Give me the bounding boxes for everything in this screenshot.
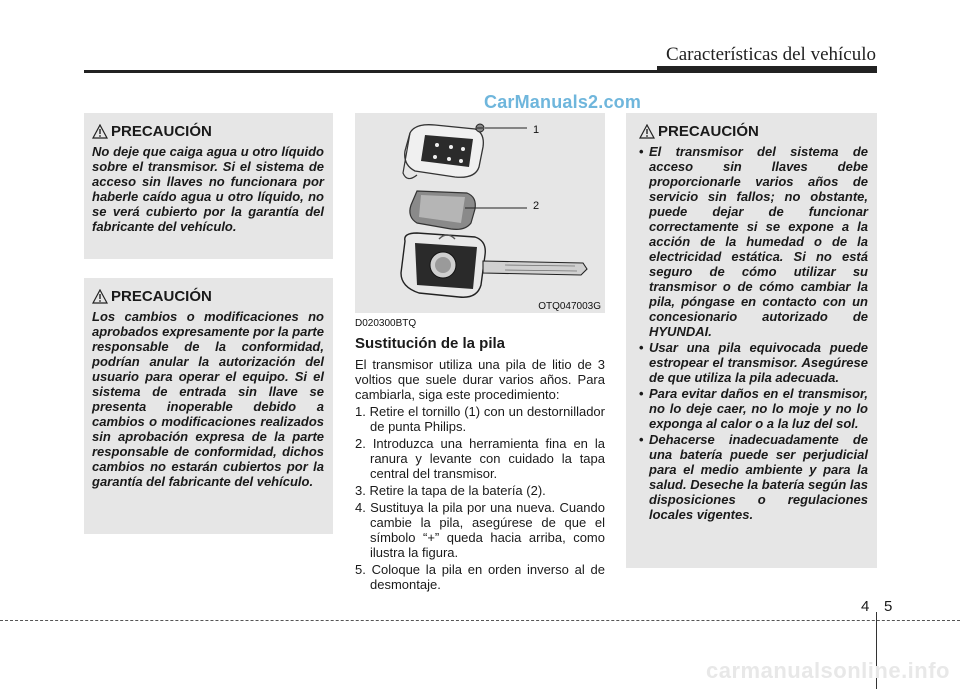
caution-heading [639, 123, 868, 140]
caution-bullet: • Usar una pila equivocada puede estropear el transmisor. Asegúrese de que utiliza la pila adecuada. [635, 340, 868, 385]
step-item: 4. Sustituya la pila por una nueva. Cuando cambie la pila, asegúrese de que el símbolo “+” queda hacia arriba, como ilustra la figura. [355, 500, 605, 560]
step-item: 5. Coloque la pila en orden inverso al de desmontaje. [355, 562, 605, 592]
caution-bullet-list [635, 144, 868, 522]
header-rule [84, 70, 877, 73]
callout-1: 1 [533, 124, 540, 136]
callout-2: 2 [533, 200, 540, 212]
warning-triangle-icon [92, 124, 108, 139]
caution-heading-text: PRECAUCIÓN [658, 123, 759, 140]
footer-dashed-rule [0, 620, 960, 621]
caution-body-text: No deje que caiga agua u otro líquido sobre el transmisor. Si el sistema de acceso sin llaves no funcionara por haberle caído agua u otro líquido, no se verá cubierto por la garantía del fabricante del vehículo. [92, 144, 324, 234]
caution-bullet: • El transmisor del sistema de acceso sin llaves debe proporcionarle varios años de servicio sin fallos; no obstante, puede dejar de funcionar correctamente si se expone a la acción de la humedad o de la electricidad estática. Si no está seguro de cómo utilizar su transmisor o de cómo cambiar la pila, póngase en contacto con un concesionario autorizado de HYUNDAI. [635, 144, 868, 339]
caution-bullet: • Dehacerse inadecuadamente de una batería puede ser perjudicial para el medio ambiente y para la salud. Deseche la batería según las disposiciones o regulaciones locales vigentes. [635, 432, 868, 522]
footer-watermark: carmanualsonline.info [706, 658, 950, 683]
figure-code: OTQ047003G [538, 301, 601, 312]
warning-triangle-icon [92, 289, 108, 304]
section-code: D020300BTQ [355, 318, 417, 329]
step-item: 1. Retire el tornillo (1) con un destornillador de punta Philips. [355, 404, 605, 434]
page-number: 5 [884, 598, 893, 615]
section-intro: El transmisor utiliza una pila de litio de 3 voltios que suele durar varios años. Para cambiarla, siga este procedimiento: [355, 357, 605, 402]
fob-body-with-key-icon [401, 233, 587, 297]
warning-triangle-icon [639, 124, 655, 139]
header-rule-accent [657, 66, 877, 70]
battery-section [355, 318, 605, 594]
caution-heading-text: PRECAUCIÓN [111, 123, 212, 140]
chapter-number: 4 [861, 598, 870, 615]
caution-box-modifications [84, 278, 333, 534]
watermark-link[interactable]: CarManuals2.com [484, 92, 642, 112]
steps-list [355, 404, 605, 592]
screw-icon [476, 124, 484, 132]
caution-heading [92, 123, 324, 140]
section-title: Sustitución de la pila [355, 335, 506, 352]
caution-box-transmitter [626, 113, 877, 568]
caution-bullet: • Para evitar daños en el transmisor, no lo deje caer, no lo moje y no lo exponga al calor o a la luz del sol. [635, 386, 868, 431]
transmitter-figure [355, 113, 605, 313]
step-item: 2. Introduzca una herramienta fina en la ranura y levante con cuidado la tapa central del transmisor. [355, 436, 605, 481]
caution-heading-text: PRECAUCIÓN [111, 288, 212, 305]
page-header-title: Características del vehículo [666, 44, 876, 65]
step-item: 3. Retire la tapa de la batería (2). [355, 483, 546, 498]
caution-body-text: Los cambios o modificaciones no aprobados expresamente por la parte responsable de la conformidad, podrían anular la autorización del usuario para operar el equipo. Si el sistema de entrada sin llave se presenta inoperable debido a cambios o modificaciones realizados sin aprobación expresa de la parte responsable de conformidad, dichos cambios no estarán cubiertos por la garantía del fabricante del vehículo. [92, 309, 324, 489]
battery-cover-icon [410, 191, 475, 229]
caution-box-water [84, 113, 333, 259]
caution-heading [92, 288, 324, 305]
fob-top-icon [403, 125, 483, 179]
key-fob-illustration [355, 113, 605, 313]
